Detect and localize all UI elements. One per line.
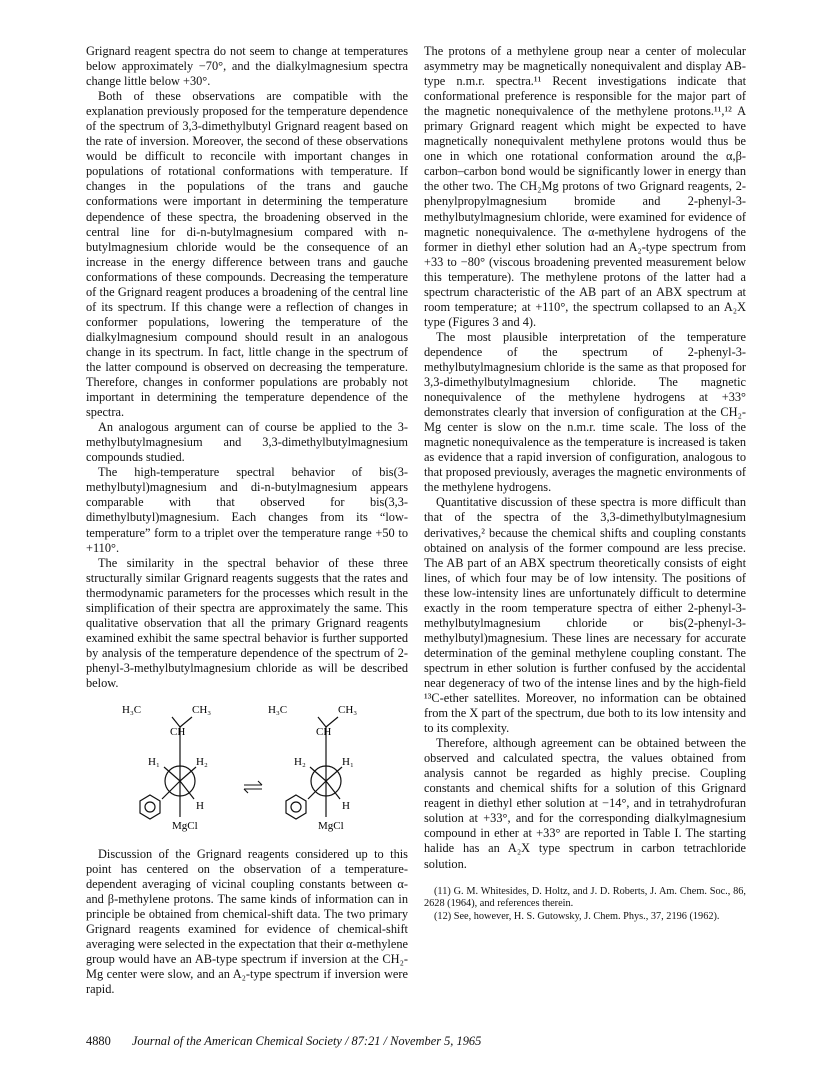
paragraph: Quantitative discussion of these spectra is more difficult than that of the spectra of the 3,3-dimethylbutylmagnesium derivatives,² because the chemical shifts and coupling constants obtained on analysis of the former compound are less precise. The AB part of an ABX spectrum theoretically consists of eight lines, of which four may be of low intensity. The positions of these low-intensity lines are unfortunately difficult to determine exactly in the room temperature spectra of either 2-phenyl-3-methylbutylmagnesium chloride or bis(2-phenyl-3-methylbutyl)magnesium. These lines are necessary for accurate determination of the geminal methylene coupling constant. The spectrum in ether solution is further confused by the accidental near degeneracy of two of the intense lines and by the high-field ¹³C-ether satellites. Moreover, no information can be obtained from the X part of the spectrum, due both to its low intensity and to its complexity. [424,495,746,736]
paragraph: The protons of a methylene group near a center of molecular asymmetry may be magnetically nonequivalent and display AB-type n.m.r. spectra.¹¹ Recent investigations indicate that conformational preference is responsible for the major part of the magnetic nonequivalence of the methylene protons.¹¹,¹² A primary Grignard reagent which might be expected to have magnetically nonequivalent methylene protons would thus be one in which one rotational conformation around the α,β-carbon–carbon bond would be significantly lower in energy than the other two. The CH₂Mg protons of two Grignard reagents, 2-phenylpropylmagnesium bromide and 2-phenyl-3-methylbutylmagnesium chloride, were examined for evidence of magnetic nonequivalence. The α-methylene hydrogens of the former in diethyl ether solution had an A₂-type spectrum from +33 to −80° (viscous broadening prevented measurement below this temperature). The methylene protons of the latter had a spectrum characteristic of the AB part of an ABX spectrum at room temperature; at +110°, the spectrum collapsed to an A₂X type (Figures 3 and 4). [424,44,746,329]
h2-label: H₂ [294,756,306,769]
paragraph: Both of these observations are compatible with the explanation previously proposed for the temperature dependence of the spectrum of 3,3-dimethylbutyl Grignard reagent based on the rate of inversion. Moreover, the second of these observations would be difficult to reconcile with important changes in populations of rotational conformations with temperature. If changes in the populations of the trans and gauche conformations were important in determining the temperature dependence of these spectra, the broadening observed in the central line for di-n-butylmagnesium compared with n-butylmagnesium chloride would be the consequence of an increase in the energy difference between trans and gauche conformations of these compounds. Decreasing the temperature of the Grignard reagent produces a broadening of the central line of its spectrum. If this change were a reflection of changes in conformer populations, lowering the temperature of the dialkylmagnesium compound should result in an analogous change in its spectrum. In fact, little change in the spectrum of the latter compound is observed on decreasing the temperature. Therefore, changes in conformer populations are probably not important in determining the temperature dependence of the spectra. [86,89,408,420]
conformation-equilibrium-figure [116,699,406,837]
h2-label: H₂ [196,756,208,769]
equilibrium-arrows [244,781,262,793]
newman-projection-left [140,717,196,819]
left-column [86,44,408,997]
h3c-label: H₃C [122,704,142,717]
newman-projection-right [286,717,342,819]
paragraph: Therefore, although agreement can be obtained between the observed and calculated spectra, the values obtained from analysis cannot be regarded as highly precise. Coupling constants and chemical shifts for a solution of this Grignard reagent in diethyl ether solution at −14°, and in tetrahydrofuran solution at +33°, and for the corresponding dialkylmagnesium compound in ether at +33° are reported in Table I. The starting halide has an A₂X type spectrum in carbon tetrachloride solution. [424,736,746,871]
mgcl-label: MgCl [318,820,344,833]
paragraph: Grignard reagent spectra do not seem to change at temperatures below approximately −70°, and the dialkylmagnesium spectra change little below +30°. [86,44,408,89]
h-label: H [342,800,350,813]
h1-label: H₁ [342,756,354,769]
footnotes [424,886,746,924]
paragraph: The high-temperature spectral behavior of bis(3-methylbutyl)magnesium and di-n-butylmagnesium appears comparable with that observed for bis(3,3-dimethylbutyl)magnesium. Each changes from its “low-temperature” form to a triplet over the temperature range +50 to +110°. [86,465,408,555]
ch-label: CH [170,726,186,739]
paragraph: An analogous argument can of course be applied to the 3-methylbutylmagnesium and 3,3-dimethylbutylmagnesium compounds studied. [86,420,408,465]
page-footer [86,1034,481,1049]
paragraph: The similarity in the spectral behavior of these three structurally similar Grignard reagents suggests that the rates and thermodynamic parameters for the processes which result in the simplification of their spectra are approximately the same. This qualitative observation that all the primary Grignard reagents examined exhibit the same spectral behavior is further supported by analysis of the temperature dependence of the spectrum of 2-phenyl-3-methylbutylmagnesium chloride as will be described below. [86,555,408,690]
ch3-label: CH₃ [192,704,212,717]
page-number: 4880 [86,1034,111,1048]
mgcl-label: MgCl [172,820,198,833]
journal-citation: Journal of the American Chemical Society / 87:21 / November 5, 1965 [131,1034,482,1048]
paragraph: Discussion of the Grignard reagents considered up to this point has centered on the observation of a temperature-dependent averaging of vicinal coupling constants between α- and β-methylene protons. The same kinds of information can in principle be obtained from chemical-shift data. The two primary Grignard reagents examined for evidence of chemical-shift averaging were selected in the expectation that their α-methylene group would have an AB-type spectrum if inversion at the CH₂-Mg center were slow, and an A₂-type spectrum if inversion were rapid. [86,847,408,997]
ch3-label: CH₃ [338,704,358,717]
h-label: H [196,800,204,813]
footnote-12: (12) See, however, H. S. Gutowsky, J. Chem. Phys., 37, 2196 (1962). [434,910,720,922]
h3c-label: H₃C [268,704,288,717]
paragraph: The most plausible interpretation of the temperature dependence of the spectrum of 2-phenyl-3-methylbutylmagnesium chloride is the same as that proposed for 3,3-dimethylbutylmagnesium chloride. The magnetic nonequivalence of the methylene hydrogens at +33° demonstrates clearly that inversion of configuration at the CH₂-Mg center is slow on the n.m.r. time scale. The loss of the magnetic nonequivalence as the temperature is increased is taken as evidence that a rapid inversion of configuration, analogous to that proposed previously, averages the magnetic environments of the methylene hydrogens. [424,329,746,495]
ch-label: CH [316,726,332,739]
footnote-11: (11) G. M. Whitesides, D. Holtz, and J. D. Roberts, J. Am. Chem. Soc., 86, 2628 (1964), and references therein. [424,885,746,910]
right-column [424,44,746,923]
h1-label: H₁ [148,756,160,769]
